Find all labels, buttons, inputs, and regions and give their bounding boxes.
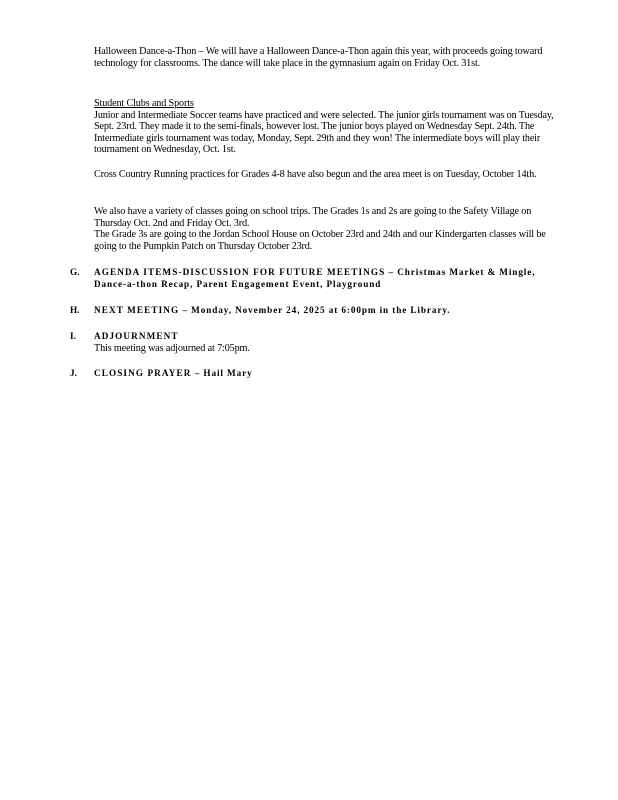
- item-letter: J.: [70, 368, 77, 378]
- clubs-heading: Student Clubs and Sports: [94, 98, 194, 109]
- item-letter: H.: [70, 305, 80, 315]
- cross-country-text: Cross Country Running practices for Grades 4-8 have also begun and the area meet is on Tuesday, October 14th.: [94, 169, 537, 180]
- item-title: CLOSING PRAYER: [94, 368, 192, 378]
- item-letter: I.: [70, 331, 76, 341]
- clubs-section: [94, 98, 554, 156]
- trips-line-2: The Grade 3s are going to the Jordan School House on October 23rd and 24th and our Kindergarten classes will be going to the Pumpkin Patch on Thursday October 23rd.: [94, 229, 546, 252]
- trips-paragraph: [94, 206, 554, 252]
- item-title: AGENDA ITEMS-DISCUSSION FOR FUTURE MEETINGS: [94, 267, 386, 277]
- item-detail: – Monday, November 24, 2025 at 6:00pm in the Library.: [179, 305, 451, 315]
- trips-line-1: We also have a variety of classes going on school trips. The Grades 1s and 2s are going to the Safety Village on Thursday Oct. 2nd and Friday Oct. 3rd.: [94, 206, 532, 229]
- item-title: NEXT MEETING: [94, 305, 180, 315]
- soccer-paragraph: Junior and Intermediate Soccer teams have practiced and were selected. The junior girls tournament was on Tuesday, Sept. 23rd. They made it to the semi-finals, however lost. The junior boys played on Wednesday Sept. 24th. The Intermediate girls tournament was today, Monday, Sept. 29th and they won! The intermediate boys will play their tournament on Wednesday, Oct. 1st.: [94, 109, 554, 156]
- cross-country-paragraph: [94, 169, 554, 181]
- item-detail: This meeting was adjourned at 7:05pm.: [94, 342, 250, 354]
- item-letter: G.: [70, 267, 80, 277]
- item-title: ADJOURNMENT: [94, 331, 179, 341]
- halloween-text: Halloween Dance-a-Thon – We will have a Halloween Dance-a-Thon again this year, with proceeds going toward technology for classrooms. The dance will take place in the gymnasium again on Friday Oct. 31st.: [94, 46, 543, 69]
- item-detail: – Christmas Market & Mingle, Dance-a-thon Recap, Parent Engagement Event, Playground: [94, 267, 536, 289]
- halloween-paragraph: [94, 46, 554, 69]
- item-detail: – Hail Mary: [191, 368, 253, 378]
